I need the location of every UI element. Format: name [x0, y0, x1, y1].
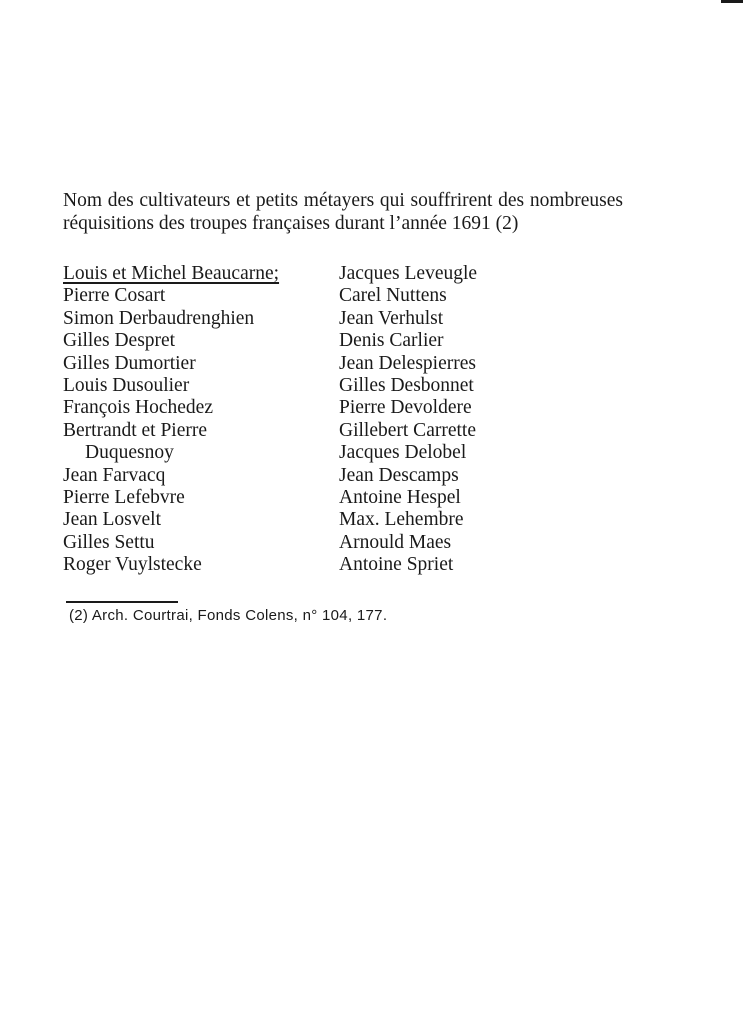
name-entry: Pierre Devoldere: [339, 397, 472, 419]
name-entry: Jacques Leveugle: [339, 263, 478, 284]
names-left-column: [63, 263, 338, 576]
name-entry: Jean Verhulst: [339, 307, 444, 329]
name-entry: Louis Dusoulier: [63, 374, 190, 396]
name-entry: Antoine Spriet: [339, 554, 454, 576]
name-entry: Gilles Settu: [63, 531, 155, 553]
name-entry: Gillebert Carrette: [339, 419, 476, 441]
name-entry: Jacques Delobel: [339, 442, 467, 464]
name-entry: Gilles Desbonnet: [339, 374, 474, 396]
name-entry: Denis Carlier: [339, 330, 444, 352]
name-entry: Roger Vuylstecke: [63, 554, 202, 576]
name-entry: Pierre Lefebvre: [63, 486, 185, 508]
name-entry: Jean Delespierres: [339, 352, 476, 374]
name-entry: Simon Derbaudrenghien: [63, 307, 255, 329]
name-entry: Jean Farvacq: [63, 464, 166, 486]
name-entry: Jean Losvelt: [63, 509, 162, 531]
name-entry: Bertrandt et Pierre: [63, 419, 208, 441]
name-entry: Gilles Despret: [63, 330, 176, 352]
name-entry: Arnould Maes: [339, 531, 452, 553]
intro-paragraph: Nom des cultivateurs et petits métayers qui souffrirent des nombreuses réquisitions des troupes françaises durant l’année 1691 (2): [63, 190, 623, 234]
name-entry-continued: Duquesnoy: [85, 442, 174, 464]
name-entry: Pierre Cosart: [63, 285, 166, 307]
name-entry: Max. Lehembre: [339, 509, 464, 531]
footnote: (2) Arch. Courtrai, Fonds Colens, n° 104, 177.: [69, 607, 388, 624]
names-right-column: [339, 263, 639, 576]
name-entry: Carel Nuttens: [339, 285, 447, 307]
name-entry: Antoine Hespel: [339, 486, 461, 508]
name-entry: Gilles Dumortier: [63, 352, 196, 374]
name-entry: Jean Descamps: [339, 464, 459, 486]
page-corner-mark: [721, 0, 743, 3]
name-entry: Louis et Michel Beaucarne;: [63, 263, 280, 284]
name-entry: François Hochedez: [63, 397, 213, 419]
footnote-rule: [66, 601, 178, 603]
